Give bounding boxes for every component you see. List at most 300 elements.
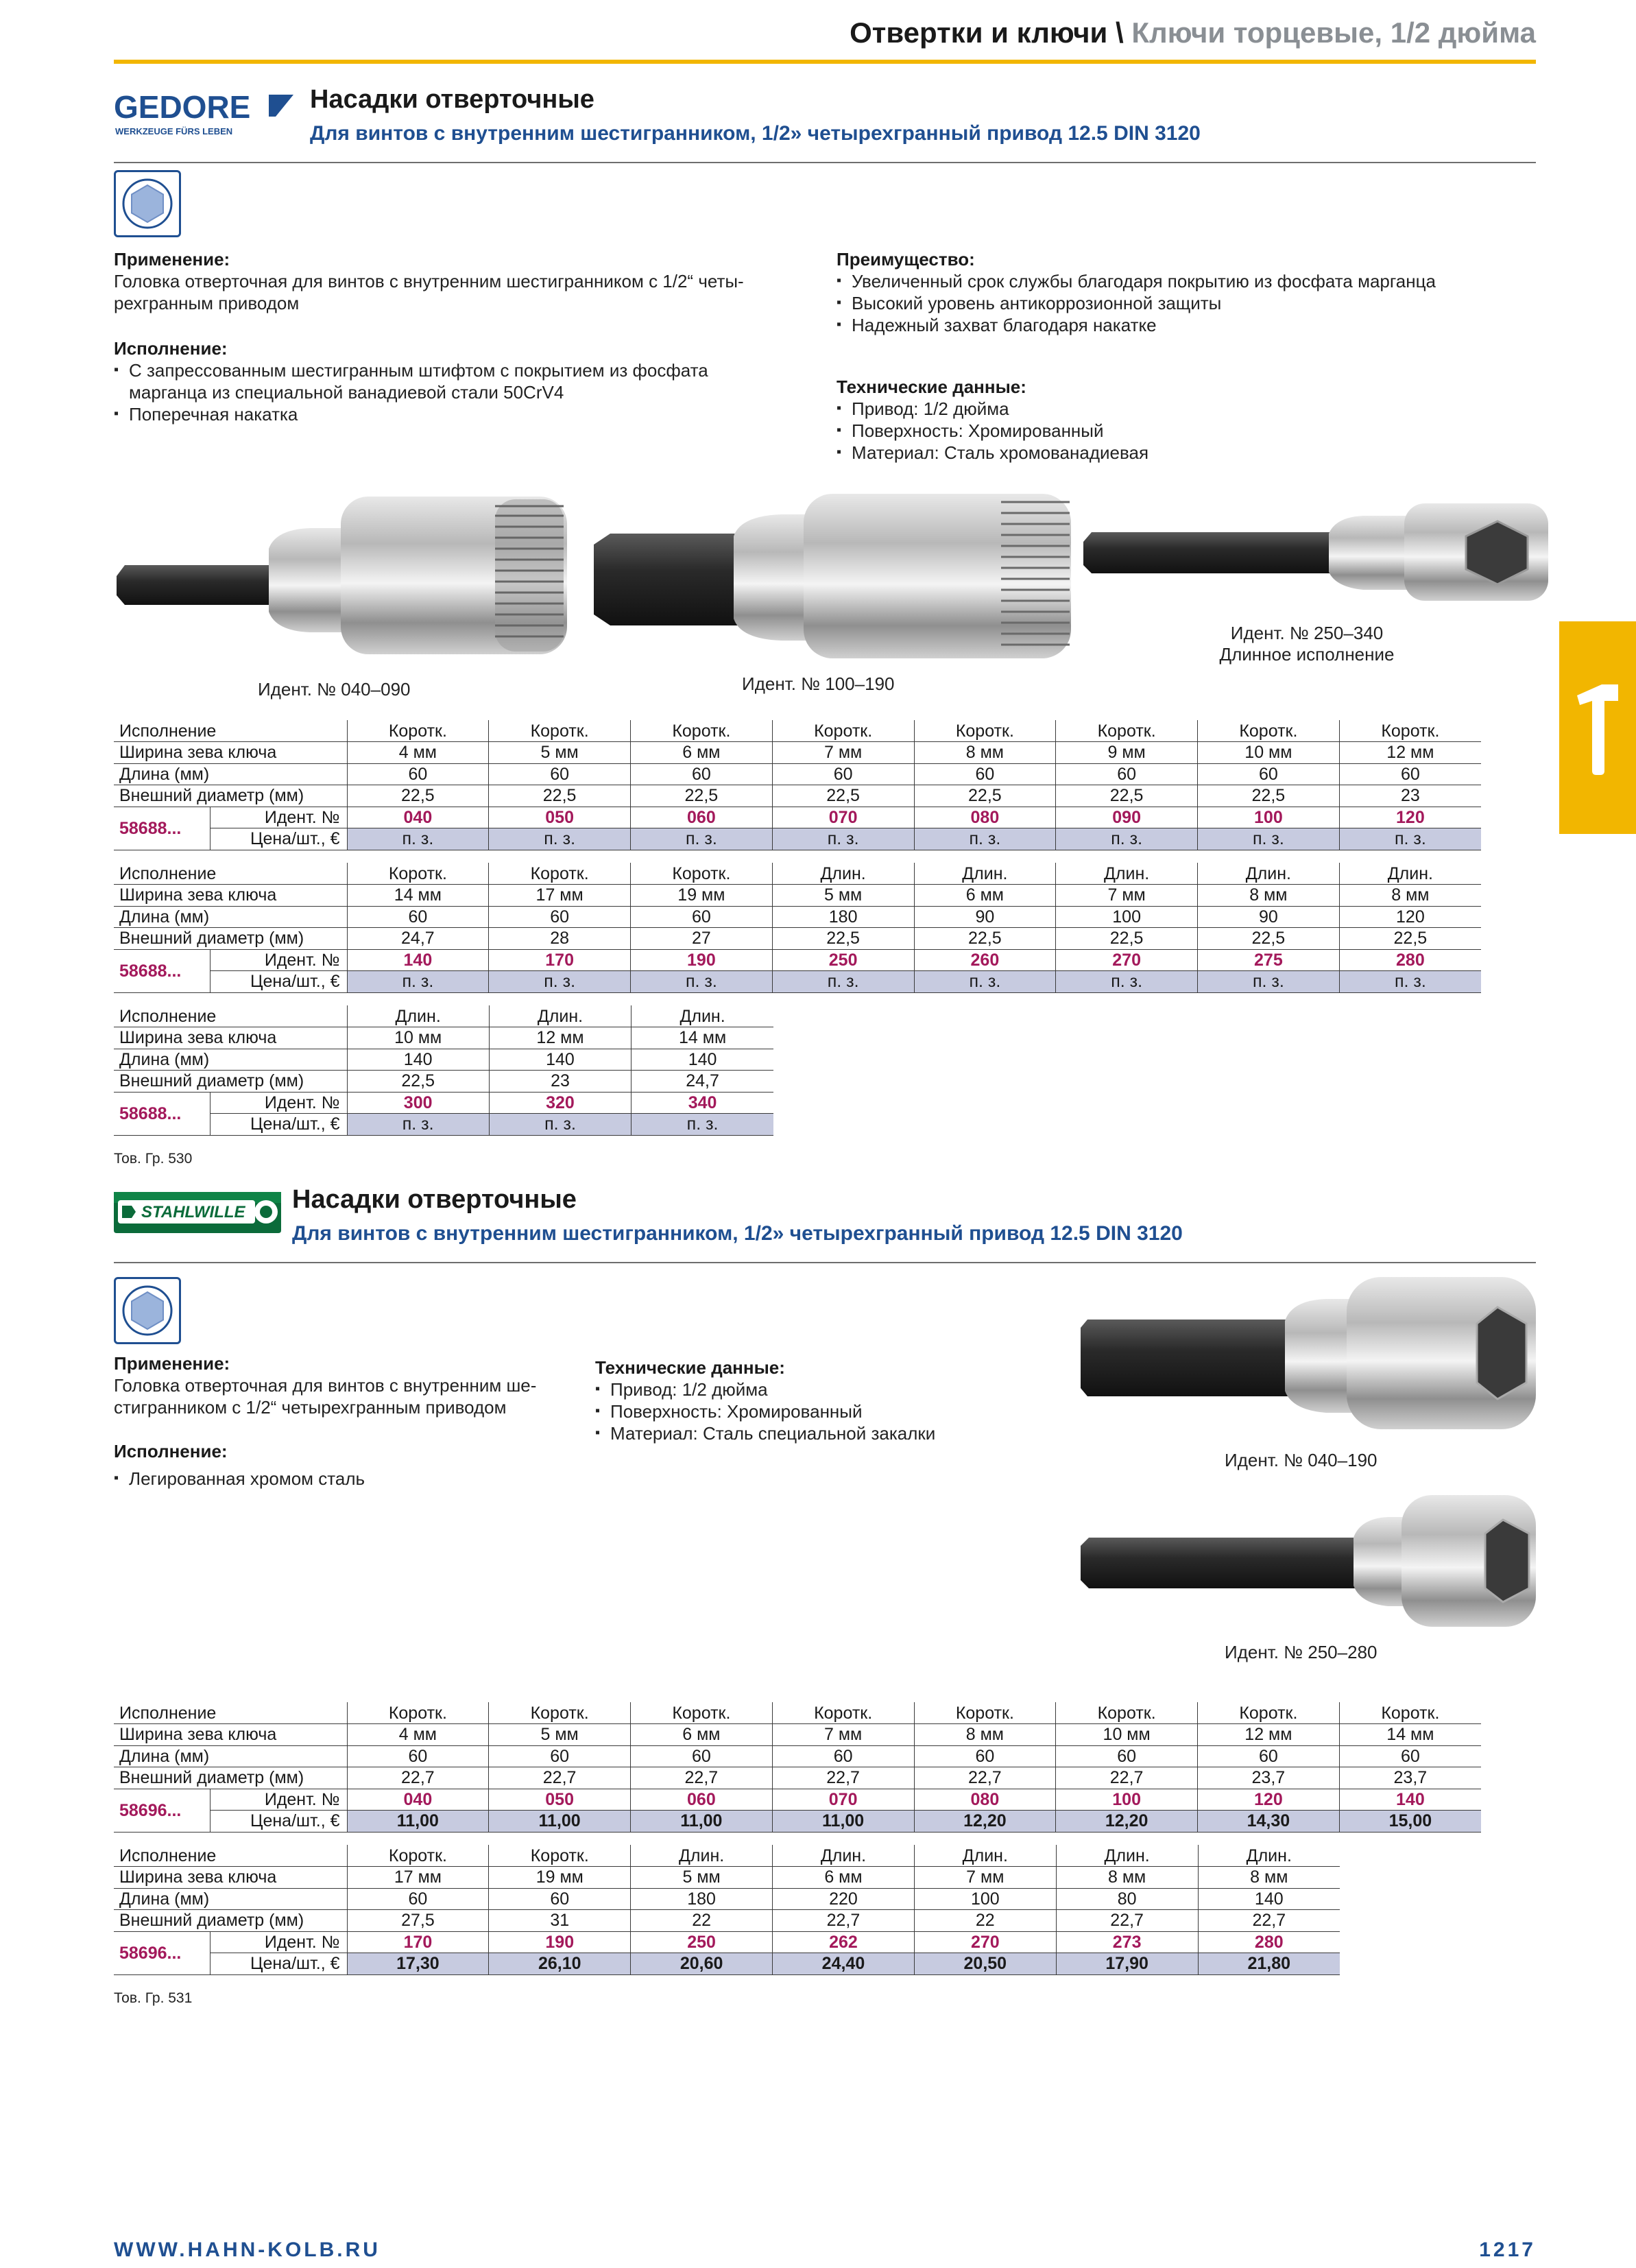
ident-number[interactable]: 120 — [1198, 1789, 1340, 1811]
table-cell: 60 — [1056, 763, 1198, 785]
price-value: п. з. — [1056, 971, 1198, 993]
table-cell: 60 — [489, 1745, 631, 1767]
table-cell: 100 — [914, 1888, 1056, 1910]
heading: Технические данные: — [837, 377, 1026, 397]
table-cell: 4 мм — [347, 1724, 489, 1746]
row-label: Идент. № — [210, 1931, 347, 1953]
table-cell: Коротк. — [1056, 720, 1198, 742]
heading: Исполнение: — [114, 338, 228, 359]
table-cell: 6 мм — [631, 1724, 773, 1746]
row-label: Ширина зева ключа — [114, 1027, 347, 1049]
table-cell: 60 — [631, 763, 773, 785]
row-label: Исполнение — [114, 863, 347, 885]
table-cell: 22,5 — [631, 785, 773, 807]
table-cell: 22,5 — [772, 785, 914, 807]
spec-table — [114, 1702, 1481, 1833]
footer-url[interactable]: WWW.HAHN-KOLB.RU — [114, 2239, 381, 2261]
ident-row — [114, 807, 1481, 828]
ident-number[interactable]: 050 — [489, 807, 631, 828]
photo-caption: Идент. № 250–340 Длинное исполнение — [1219, 623, 1395, 665]
table-cell: 90 — [1198, 906, 1340, 928]
ident-number[interactable]: 140 — [347, 949, 489, 971]
table-cell: Коротк. — [914, 720, 1056, 742]
row-label: Идент. № — [210, 949, 347, 971]
table-cell: 220 — [773, 1888, 915, 1910]
ident-number[interactable]: 190 — [631, 949, 773, 971]
row-label: Ширина зева ключа — [114, 885, 347, 907]
table-cell: 22,7 — [914, 1767, 1056, 1789]
price-value: 11,00 — [347, 1811, 489, 1833]
table-cell: 5 мм — [772, 885, 914, 907]
table-cell: 28 — [489, 928, 631, 950]
spec-table — [114, 1005, 773, 1136]
price-value: п. з. — [914, 828, 1056, 850]
row-label: Цена/шт., € — [210, 1114, 347, 1136]
price-value: п. з. — [347, 971, 489, 993]
row-label: Длина (мм) — [114, 1888, 347, 1910]
table-cell: 60 — [1198, 1745, 1340, 1767]
ident-number[interactable]: 270 — [914, 1931, 1056, 1953]
table-cell: 7 мм — [772, 742, 914, 764]
table-cell: 22,5 — [347, 1071, 489, 1093]
page-number: 1217 — [1479, 2239, 1536, 2261]
table-cell: 80 — [1056, 1888, 1198, 1910]
ident-number[interactable]: 250 — [772, 949, 914, 971]
table-cell: 60 — [1339, 763, 1481, 785]
row-label: Исполнение — [114, 1845, 347, 1867]
list-item: ▪ Поверхность: Хромированный — [837, 420, 1536, 442]
price-row — [114, 1114, 773, 1136]
product-photo-medium — [590, 488, 1076, 667]
table-cell: 22,7 — [772, 1767, 914, 1789]
row-label: Ширина зева ключа — [114, 742, 347, 764]
diameter-row — [114, 928, 1481, 950]
table-cell: 22,5 — [1056, 785, 1198, 807]
row-label: Идент. № — [210, 1092, 347, 1114]
header-subcategory: Ключи торцевые, 1/2 дюйма — [1131, 16, 1536, 49]
table-cell: 60 — [347, 1745, 489, 1767]
table-cell: 7 мм — [1056, 885, 1198, 907]
table-cell: 22,7 — [1056, 1910, 1198, 1932]
stahlwille-tech-data — [595, 1357, 1075, 1444]
ident-number[interactable]: 270 — [1056, 949, 1198, 971]
list-item: ▪ Легированная хромом сталь — [114, 1468, 580, 1490]
ident-row — [114, 1092, 773, 1114]
table-cell: 22,7 — [1056, 1767, 1198, 1789]
table-cell: 8 мм — [1056, 1867, 1198, 1889]
row-label: Цена/шт., € — [210, 828, 347, 850]
article-prefix: 58688... — [114, 807, 210, 850]
table-cell: Коротк. — [347, 863, 489, 885]
svg-text:STAHLWILLE: STAHLWILLE — [141, 1203, 245, 1221]
row-label: Цена/шт., € — [210, 1953, 347, 1975]
table-cell: 7 мм — [914, 1867, 1056, 1889]
price-value: 12,20 — [1056, 1811, 1198, 1833]
table-cell: 60 — [489, 906, 631, 928]
row-label: Внешний диаметр (мм) — [114, 785, 347, 807]
exec-row — [114, 1702, 1481, 1724]
price-value: п. з. — [1056, 828, 1198, 850]
row-label: Длина (мм) — [114, 763, 347, 785]
article-prefix: 58688... — [114, 1092, 210, 1135]
table-cell: Длин. — [1198, 863, 1340, 885]
width-row — [114, 1724, 1481, 1746]
length-row — [114, 1888, 1340, 1910]
table-cell: 27,5 — [347, 1910, 489, 1932]
price-row — [114, 828, 1481, 850]
ident-row — [114, 1931, 1340, 1953]
price-value: 15,00 — [1339, 1811, 1481, 1833]
header-separator: \ — [1116, 16, 1124, 49]
price-value: 11,00 — [772, 1811, 914, 1833]
table-cell: 31 — [489, 1910, 631, 1932]
table-cell: 22,5 — [1198, 928, 1340, 950]
article-prefix: 58688... — [114, 949, 210, 992]
price-value: п. з. — [1339, 828, 1481, 850]
table-cell: Длин. — [347, 1005, 489, 1027]
table-cell: 60 — [1339, 1745, 1481, 1767]
price-value: 12,20 — [914, 1811, 1056, 1833]
product-group-label: Тов. Гр. 530 — [114, 1151, 193, 1167]
table-cell: 120 — [1339, 906, 1481, 928]
list-item: ▪ С запрессованным шестигранным штифтом с покрытием из фосфата марганца из специальной ванадиевой стали 50CrV4 — [114, 359, 813, 403]
price-value: п. з. — [914, 971, 1056, 993]
table-cell: 12 мм — [489, 1027, 631, 1049]
row-label: Цена/шт., € — [210, 1811, 347, 1833]
table-cell: Коротк. — [347, 1845, 489, 1867]
stahlwille-application — [114, 1352, 580, 1418]
ident-number[interactable]: 262 — [773, 1931, 915, 1953]
price-value: 21,80 — [1198, 1953, 1340, 1975]
price-row — [114, 1953, 1340, 1975]
product-group-label: Тов. Гр. 531 — [114, 1990, 193, 2006]
ident-number[interactable]: 080 — [914, 807, 1056, 828]
table-cell: Длин. — [1198, 1845, 1340, 1867]
width-row — [114, 742, 1481, 764]
diameter-row — [114, 1071, 773, 1093]
table-cell: 6 мм — [914, 885, 1056, 907]
heading: Исполнение: — [114, 1441, 228, 1461]
price-value: п. з. — [489, 828, 631, 850]
price-value: п. з. — [1339, 971, 1481, 993]
heading: Технические данные: — [595, 1357, 785, 1378]
ident-number[interactable]: 050 — [489, 1789, 631, 1811]
table-cell: 24,7 — [631, 1071, 773, 1093]
table-cell: 5 мм — [489, 742, 631, 764]
table-cell: Коротк. — [914, 1702, 1056, 1724]
table-cell: Длин. — [772, 863, 914, 885]
gedore-tech-data — [837, 376, 1536, 464]
diameter-row — [114, 1910, 1340, 1932]
table-cell: 180 — [772, 906, 914, 928]
heading: Применение: — [114, 249, 230, 270]
price-value: 14,30 — [1198, 1811, 1340, 1833]
table-cell: 22,7 — [631, 1767, 773, 1789]
ident-number[interactable]: 090 — [1056, 807, 1198, 828]
table-cell: 19 мм — [631, 885, 773, 907]
table-cell: 100 — [1056, 906, 1198, 928]
price-value: 11,00 — [489, 1811, 631, 1833]
length-row — [114, 763, 1481, 785]
table-cell: 60 — [914, 763, 1056, 785]
table-cell: Коротк. — [489, 1845, 631, 1867]
row-label: Длина (мм) — [114, 1049, 347, 1071]
table-cell: 60 — [772, 763, 914, 785]
price-value: 26,10 — [489, 1953, 631, 1975]
ident-number[interactable]: 100 — [1198, 807, 1340, 828]
stahlwille-logo — [114, 1188, 281, 1239]
ident-number[interactable]: 280 — [1198, 1931, 1340, 1953]
table-cell: Коротк. — [631, 863, 773, 885]
price-value: 17,90 — [1056, 1953, 1198, 1975]
text-line: Головка отверточная для винтов с внутренним ше- — [114, 1375, 537, 1396]
price-value: 20,60 — [631, 1953, 773, 1975]
hammer-icon — [1574, 680, 1621, 776]
table-cell: Коротк. — [631, 1702, 773, 1724]
length-row — [114, 1745, 1481, 1767]
product-photo-long — [1079, 1492, 1539, 1630]
width-row — [114, 1867, 1340, 1889]
spec-table — [114, 863, 1481, 993]
svg-text:GEDORE: GEDORE — [114, 89, 251, 125]
gedore-advantages — [837, 248, 1536, 336]
table-cell: 22,5 — [772, 928, 914, 950]
table-cell: 22 — [914, 1910, 1056, 1932]
table-cell: 22,7 — [773, 1910, 915, 1932]
heading: Применение: — [114, 1353, 230, 1374]
row-label: Длина (мм) — [114, 906, 347, 928]
exec-row — [114, 720, 1481, 742]
table-cell: 8 мм — [1339, 885, 1481, 907]
table-cell: 140 — [1198, 1888, 1340, 1910]
table-cell: 22,7 — [347, 1767, 489, 1789]
row-label: Цена/шт., € — [210, 971, 347, 993]
table-cell: 60 — [489, 1888, 631, 1910]
table-cell: 180 — [631, 1888, 773, 1910]
table-cell: Длин. — [1339, 863, 1481, 885]
row-label: Исполнение — [114, 1702, 347, 1724]
ident-number[interactable]: 190 — [489, 1931, 631, 1953]
diameter-row — [114, 785, 1481, 807]
ident-number[interactable]: 250 — [631, 1931, 773, 1953]
product-photo-short — [1079, 1273, 1539, 1433]
product-photo-short — [111, 488, 577, 660]
table-cell: 22,5 — [1198, 785, 1340, 807]
table-cell: Коротк. — [1198, 720, 1340, 742]
stahlwille-title: Насадки отверточные — [292, 1185, 577, 1214]
table-cell: 8 мм — [1198, 885, 1340, 907]
list-item: ▪ Увеличенный срок службы благодаря покрытию из фосфата марганца — [837, 270, 1536, 292]
table-cell: 22 — [631, 1910, 773, 1932]
ident-number[interactable]: 300 — [347, 1092, 489, 1114]
table-cell: Коротк. — [772, 1702, 914, 1724]
table-cell: 60 — [1198, 763, 1340, 785]
ident-row — [114, 949, 1481, 971]
table-cell: 23,7 — [1339, 1767, 1481, 1789]
table-cell: Длин. — [1056, 863, 1198, 885]
length-row — [114, 906, 1481, 928]
ident-number[interactable]: 060 — [631, 1789, 773, 1811]
ident-number[interactable]: 070 — [772, 807, 914, 828]
heading: Преимущество: — [837, 249, 975, 270]
exec-row — [114, 1845, 1340, 1867]
table-cell: 23,7 — [1198, 1767, 1340, 1789]
ident-number[interactable]: 273 — [1056, 1931, 1198, 1953]
price-value: 20,50 — [914, 1953, 1056, 1975]
table-cell: 22,7 — [489, 1767, 631, 1789]
ident-number[interactable]: 080 — [914, 1789, 1056, 1811]
ident-number[interactable]: 280 — [1339, 949, 1481, 971]
table-cell: 22,5 — [347, 785, 489, 807]
row-label: Внешний диаметр (мм) — [114, 1910, 347, 1932]
table-cell: 60 — [772, 1745, 914, 1767]
table-cell: 23 — [489, 1071, 631, 1093]
price-value: п. з. — [631, 1114, 773, 1136]
list-item: ▪ Материал: Сталь хромованадиевая — [837, 442, 1536, 464]
table-cell: Длин. — [914, 863, 1056, 885]
table-cell: 17 мм — [347, 1867, 489, 1889]
list-item: ▪ Привод: 1/2 дюйма — [837, 398, 1536, 420]
table-cell: Коротк. — [772, 720, 914, 742]
table-cell: Коротк. — [1339, 720, 1481, 742]
ident-number[interactable]: 170 — [347, 1931, 489, 1953]
svg-text:WERKZEUGE FÜRS LEBEN: WERKZEUGE FÜRS LEBEN — [115, 126, 233, 136]
photo-caption: Идент. № 100–190 — [742, 673, 895, 694]
ident-number[interactable]: 040 — [347, 807, 489, 828]
list-item: ▪ Поверхность: Хромированный — [595, 1400, 1075, 1422]
table-cell: 5 мм — [489, 1724, 631, 1746]
table-cell: 22,5 — [1339, 928, 1481, 950]
table-cell: Коротк. — [347, 720, 489, 742]
gedore-logo — [114, 89, 299, 142]
list-item: ▪ Привод: 1/2 дюйма — [595, 1378, 1075, 1400]
ident-number[interactable]: 120 — [1339, 807, 1481, 828]
list-item: ▪ Материал: Сталь специальной закалки — [595, 1422, 1075, 1444]
row-label: Идент. № — [210, 1789, 347, 1811]
row-label: Длина (мм) — [114, 1745, 347, 1767]
table-cell: Коротк. — [489, 1702, 631, 1724]
price-value: п. з. — [1198, 828, 1340, 850]
ident-number[interactable]: 140 — [1339, 1789, 1481, 1811]
photo-caption: Идент. № 250–280 — [1225, 1642, 1378, 1662]
gedore-title: Насадки отверточные — [310, 85, 594, 114]
table-cell: 12 мм — [1198, 1724, 1340, 1746]
table-cell: 17 мм — [489, 885, 631, 907]
table-cell: 8 мм — [914, 1724, 1056, 1746]
table-cell: 19 мм — [489, 1867, 631, 1889]
price-value: п. з. — [347, 828, 489, 850]
section-rule — [114, 162, 1536, 163]
table-cell: 60 — [347, 1888, 489, 1910]
table-cell: 22,5 — [914, 785, 1056, 807]
exec-row — [114, 1005, 773, 1027]
table-cell: 6 мм — [631, 742, 773, 764]
row-label: Исполнение — [114, 1005, 347, 1027]
price-value: п. з. — [347, 1114, 489, 1136]
list-item: ▪ Поперечная накатка — [114, 403, 813, 425]
price-value: 24,40 — [773, 1953, 915, 1975]
table-cell: Длин. — [914, 1845, 1056, 1867]
ident-number[interactable]: 100 — [1056, 1789, 1198, 1811]
table-cell: Длин. — [489, 1005, 631, 1027]
gedore-application — [114, 248, 813, 314]
ident-number[interactable]: 170 — [489, 949, 631, 971]
stahlwille-subtitle: Для винтов с внутренним шестигранником, 1/2» четырехгранный привод 12.5 DIN 3120 — [292, 1222, 1183, 1245]
table-cell: 22,7 — [1198, 1910, 1340, 1932]
gedore-execution — [114, 337, 813, 425]
ident-number[interactable]: 340 — [631, 1092, 773, 1114]
table-cell: Длин. — [1056, 1845, 1198, 1867]
table-cell: 140 — [631, 1049, 773, 1071]
photo-caption: Идент. № 040–090 — [258, 679, 411, 700]
photo-caption: Идент. № 040–190 — [1225, 1450, 1378, 1470]
price-value: п. з. — [772, 828, 914, 850]
table-cell: Длин. — [773, 1845, 915, 1867]
table-cell: 22,5 — [914, 928, 1056, 950]
price-value: п. з. — [489, 1114, 631, 1136]
table-cell: Коротк. — [1056, 1702, 1198, 1724]
list-item: ▪ Надежный захват благодаря накатке — [837, 314, 1536, 336]
table-cell: 24,7 — [347, 928, 489, 950]
table-cell: 9 мм — [1056, 742, 1198, 764]
table-cell: 60 — [489, 763, 631, 785]
price-value: 17,30 — [347, 1953, 489, 1975]
table-cell: 14 мм — [347, 885, 489, 907]
page-header — [850, 16, 1536, 49]
list-item: ▪ Высокий уровень антикоррозионной защиты — [837, 292, 1536, 314]
product-photo-long — [1082, 501, 1555, 604]
table-cell: 8 мм — [1198, 1867, 1340, 1889]
ident-number[interactable]: 040 — [347, 1789, 489, 1811]
spec-table — [114, 720, 1481, 850]
table-cell: 60 — [347, 763, 489, 785]
ident-number[interactable]: 060 — [631, 807, 773, 828]
table-cell: 60 — [347, 906, 489, 928]
table-cell: 6 мм — [773, 1867, 915, 1889]
price-value: п. з. — [489, 971, 631, 993]
table-cell: 22,5 — [1056, 928, 1198, 950]
ident-number[interactable]: 275 — [1198, 949, 1340, 971]
price-value: п. з. — [631, 971, 773, 993]
table-cell: 27 — [631, 928, 773, 950]
price-value: п. з. — [631, 828, 773, 850]
price-value: п. з. — [1198, 971, 1340, 993]
table-cell: 140 — [489, 1049, 631, 1071]
table-cell: Коротк. — [489, 863, 631, 885]
table-cell: Коротк. — [1198, 1702, 1340, 1724]
price-row — [114, 971, 1481, 993]
ident-number[interactable]: 260 — [914, 949, 1056, 971]
row-label: Ширина зева ключа — [114, 1867, 347, 1889]
price-value: п. з. — [772, 971, 914, 993]
header-category: Отвертки и ключи — [850, 16, 1108, 49]
stahlwille-execution — [114, 1440, 580, 1490]
text-line: рехгранным приводом — [114, 293, 300, 313]
row-label: Исполнение — [114, 720, 347, 742]
table-cell: 14 мм — [1339, 1724, 1481, 1746]
width-row — [114, 885, 1481, 907]
ident-number[interactable]: 320 — [489, 1092, 631, 1114]
table-cell: 23 — [1339, 785, 1481, 807]
table-cell: 60 — [631, 906, 773, 928]
hex-socket-icon — [114, 1277, 181, 1344]
table-cell: 60 — [1056, 1745, 1198, 1767]
gedore-subtitle: Для винтов с внутренним шестигранником, 1/2» четырехгранный привод 12.5 DIN 3120 — [310, 122, 1201, 145]
ident-number[interactable]: 070 — [772, 1789, 914, 1811]
table-cell: 60 — [914, 1745, 1056, 1767]
exec-row — [114, 863, 1481, 885]
table-cell: 10 мм — [347, 1027, 489, 1049]
